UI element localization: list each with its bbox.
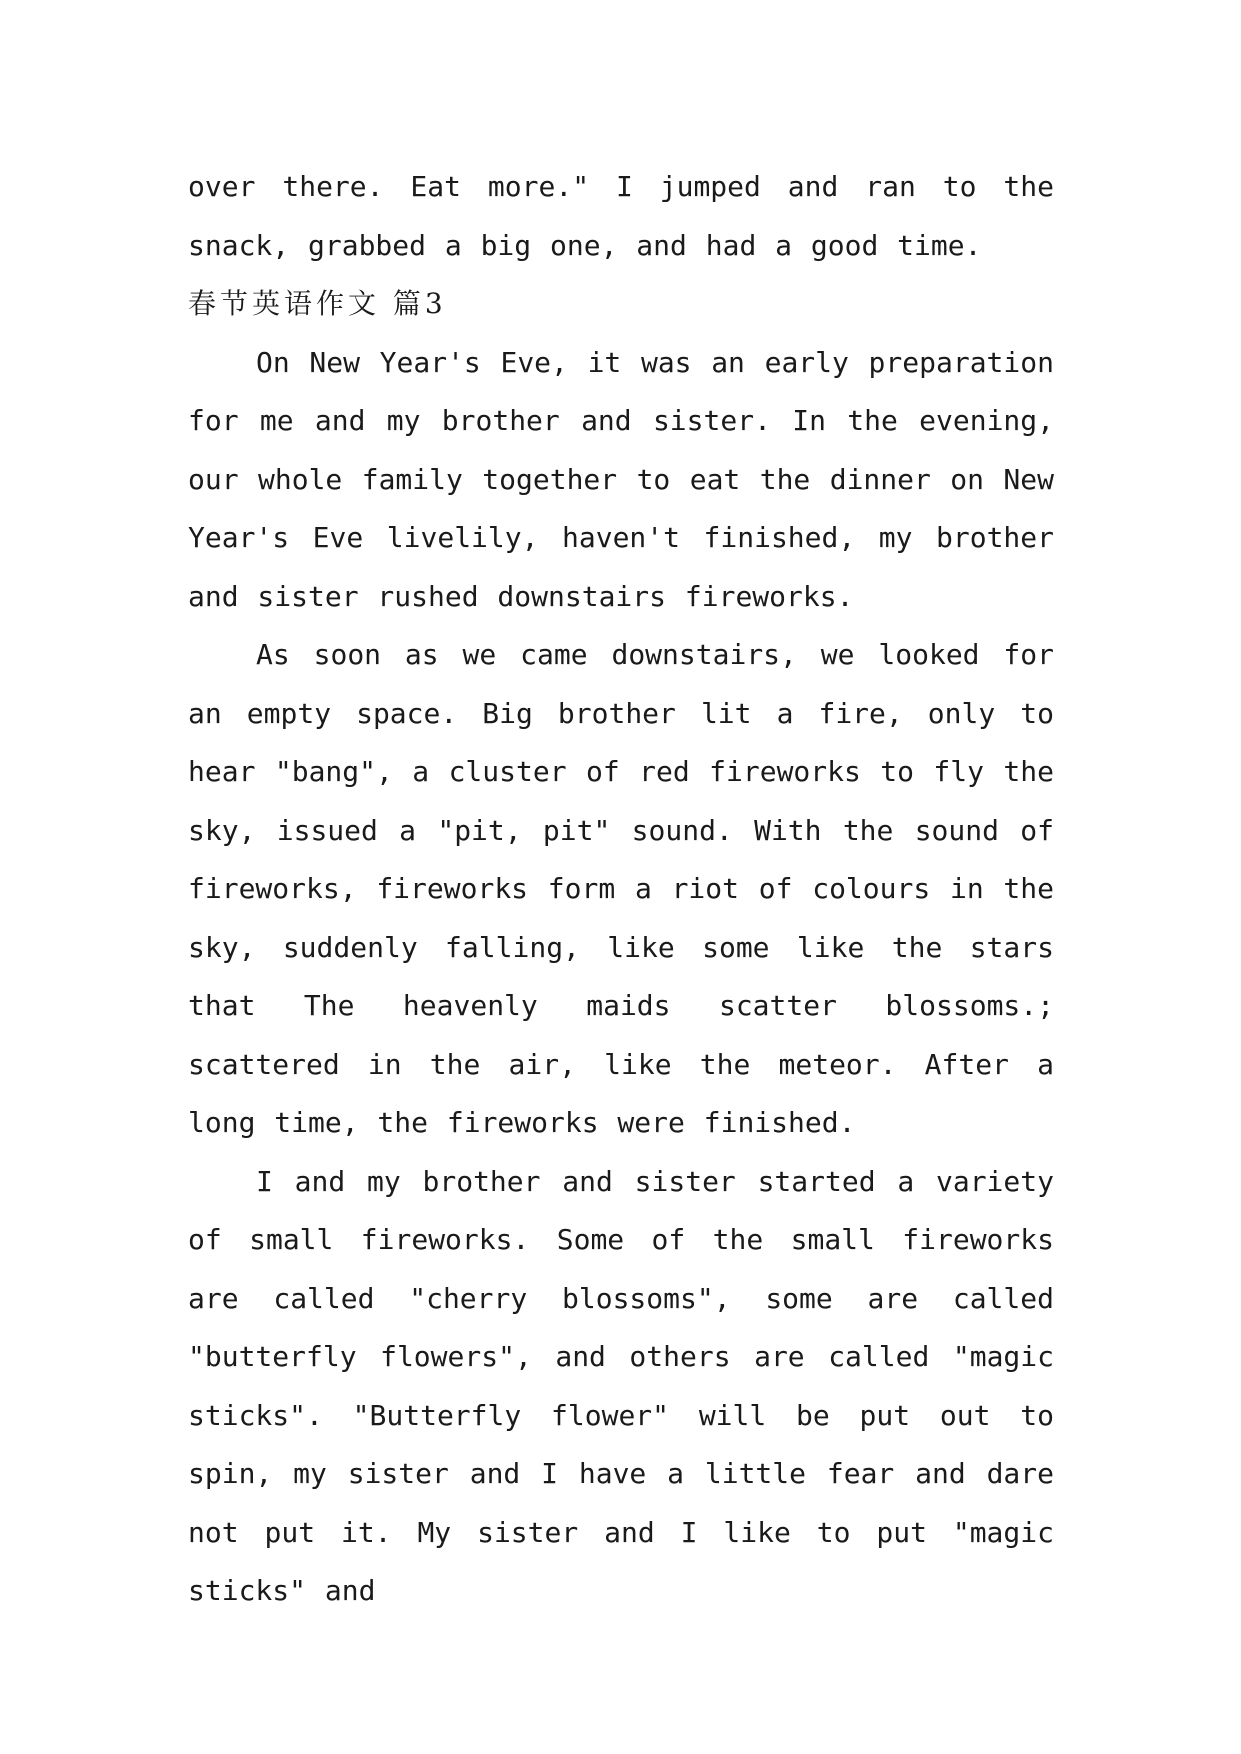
paragraph-small-fireworks: I and my brother and sister started a variety of small fireworks. Some of the small fireworks are called "cherry blossoms", some are called "butterfly flowers", and others are called "magic sticks". "Butterfly flower" will be put out to spin, my sister and I have a little fear and dare not put it. My sister and I like to put "magic sticks" and: [188, 1164, 1054, 1607]
document-page: [188, 158, 1054, 1621]
paragraph-new-years-eve: On New Year's Eve, it was an early preparation for me and my brother and sister. In the evening, our whole family together to eat the dinner on New Year's Eve livelily, haven't finished, my brother and sister rushed downstairs fireworks.: [188, 345, 1054, 613]
intro-paragraph: over there. Eat more." I jumped and ran to the snack, grabbed a big one, and had a good time.: [188, 170, 1054, 262]
paragraph-fireworks-downstairs: As soon as we came downstairs, we looked for an empty space. Big brother lit a fire, only to hear "bang", a cluster of red fireworks to fly the sky, issued a "pit, pit" sound. With the sound of fireworks, fireworks form a riot of colours in the sky, suddenly falling, like some like the stars that The heavenly maids scatter blossoms.; scattered in the air, like the meteor. After a long time, the fireworks were finished.: [188, 638, 1054, 1139]
section-heading: 春节英语作文 篇3: [188, 287, 447, 320]
